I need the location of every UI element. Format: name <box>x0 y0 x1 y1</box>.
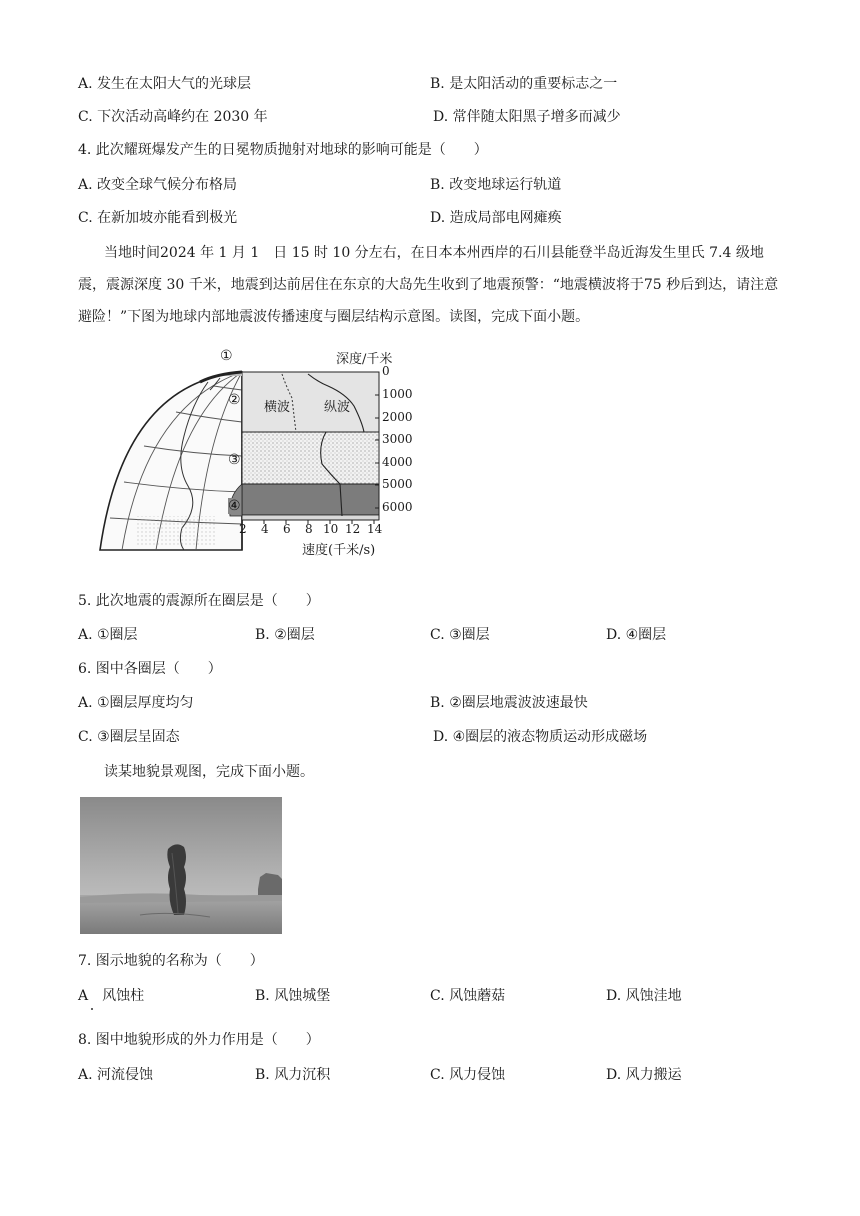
depth-tick: 4000 <box>382 455 413 469</box>
layer1-label: ① <box>220 348 233 364</box>
q8-option-a: A. 河流侵蚀 <box>78 1067 154 1083</box>
q6-option-c: C. ③圈层呈固态 <box>78 729 180 745</box>
q7-option-d: D. 风蚀洼地 <box>606 988 682 1004</box>
q5-option-b: B. ②圈层 <box>255 627 315 643</box>
speed-tick: 6 <box>283 522 291 536</box>
s-wave-label: 横波 <box>264 400 291 415</box>
depth-tick: 0 <box>382 364 390 378</box>
q6-option-d: D. ④圈层的液态物质运动形成磁场 <box>433 729 648 745</box>
speed-tick: 2 <box>239 522 247 536</box>
depth-axis-title: 深度/千米 <box>336 352 393 367</box>
q4-option-c: C. 在新加坡亦能看到极光 <box>78 210 238 226</box>
speed-tick: 12 <box>345 522 361 536</box>
stray-mark <box>91 1008 93 1010</box>
q7-option-a: A 风蚀柱 <box>78 988 145 1004</box>
q4-option-d: D. 造成局部电网瘫痪 <box>430 210 562 226</box>
depth-tick: 1000 <box>382 387 413 401</box>
q7-stem: 7. 图示地貌的名称为（ ） <box>78 953 264 969</box>
layer3-label: ③ <box>228 452 241 468</box>
q8-option-c: C. 风力侵蚀 <box>430 1067 506 1083</box>
q5-option-a: A. ①圈层 <box>78 627 138 643</box>
q3-option-b: B. 是太阳活动的重要标志之一 <box>430 76 618 92</box>
p-wave-label: 纵波 <box>324 400 351 415</box>
q4-option-b: B. 改变地球运行轨道 <box>430 177 562 193</box>
q8-stem: 8. 图中地貌形成的外力作用是（ ） <box>78 1032 320 1048</box>
earth-structure-figure <box>96 346 426 558</box>
q3-option-a: A. 发生在太阳大气的光球层 <box>78 76 252 92</box>
q4-stem: 4. 此次耀斑爆发产生的日冕物质抛射对地球的影响可能是（ ） <box>78 142 488 158</box>
landform-photo <box>80 797 282 934</box>
q8-option-d: D. 风力搬运 <box>606 1067 682 1083</box>
q3-option-d: D. 常伴随太阳黑子增多而减少 <box>433 109 621 125</box>
q8-option-b: B. 风力沉积 <box>255 1067 331 1083</box>
q5-stem: 5. 此次地震的震源所在圈层是（ ） <box>78 593 320 609</box>
depth-tick: 5000 <box>382 477 413 491</box>
speed-tick: 8 <box>305 522 313 536</box>
q6-option-a: A. ①圈层厚度均匀 <box>78 695 194 711</box>
layer2-label: ② <box>228 392 241 408</box>
layer4-label: ④ <box>228 498 241 514</box>
depth-tick: 3000 <box>382 432 413 446</box>
passage-earthquake: 当地时间2024 年 1 月 1 日 15 时 10 分左右，在日本本州西岸的石川县能登半岛近海发生里氏 7.4 级地震，震源深度 30 千米，地震到达前居住在东京的大岛先生收到了地震预警：“地震横波将于75 秒后到达，请注意避险！”下图为地球内部地震波传播速度与圈层结构示意图。读图，完成下面小题。 <box>78 245 779 325</box>
q7-option-b: B. 风蚀城堡 <box>255 988 331 1004</box>
q6-option-b: B. ②圈层地震波波速最快 <box>430 695 588 711</box>
depth-tick: 6000 <box>382 500 413 514</box>
speed-axis-title: 速度(千米/s) <box>302 543 376 558</box>
speed-tick: 14 <box>367 522 383 536</box>
q7-option-c: C. 风蚀蘑菇 <box>430 988 506 1004</box>
speed-tick: 10 <box>323 522 339 536</box>
q4-option-a: A. 改变全球气候分布格局 <box>78 177 238 193</box>
q3-option-c: C. 下次活动高峰约在 2030 年 <box>78 109 268 125</box>
q5-option-d: D. ④圈层 <box>606 627 667 643</box>
passage-landform: 读某地貌景观图，完成下面小题。 <box>104 764 314 780</box>
speed-tick: 4 <box>261 522 269 536</box>
q5-option-c: C. ③圈层 <box>430 627 490 643</box>
q6-stem: 6. 图中各圈层（ ） <box>78 661 222 677</box>
depth-tick: 2000 <box>382 410 413 424</box>
